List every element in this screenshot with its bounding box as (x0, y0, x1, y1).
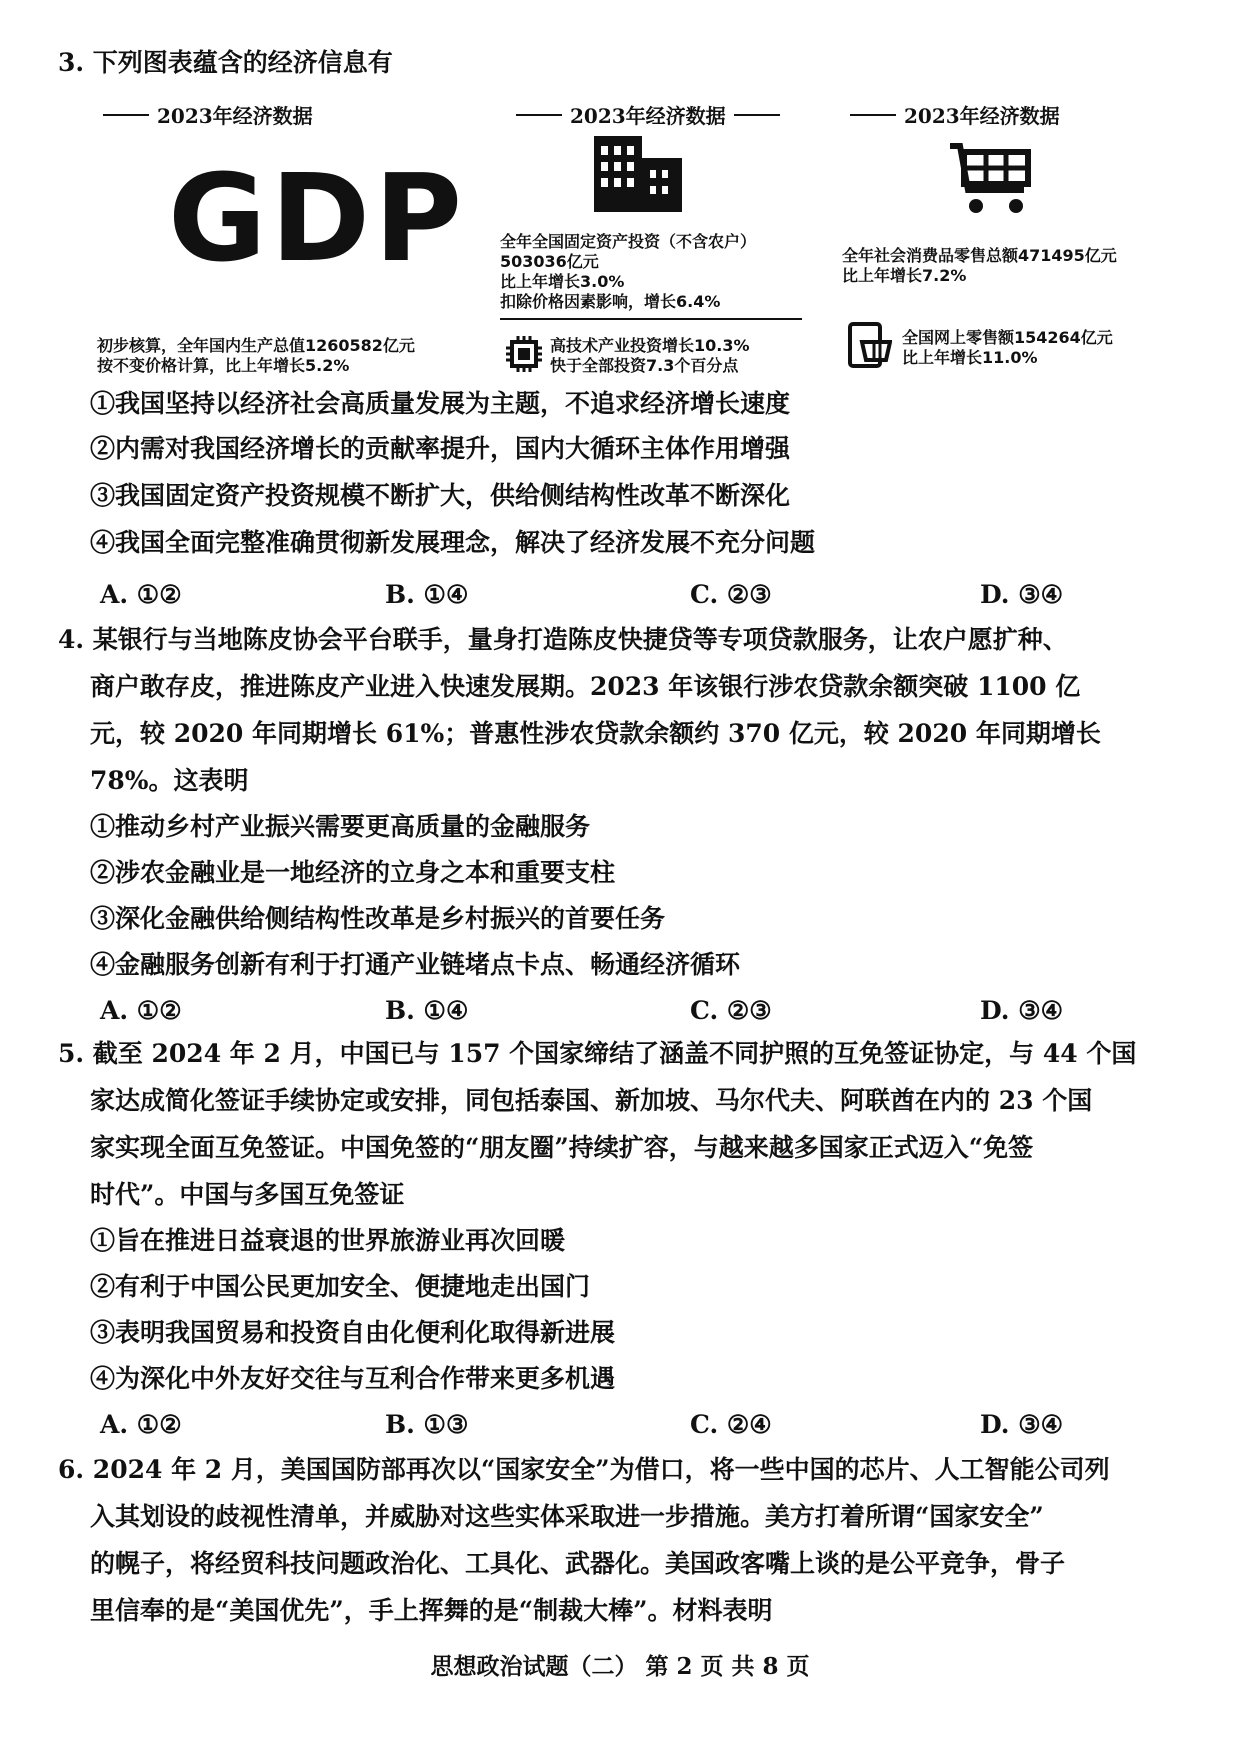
q5-stem-line-1: 5. 截至 2024 年 2 月，中国已与 157 个国家缔结了涵盖不同护照的互免签证协定，与 44 个国 (58, 1039, 1137, 1068)
q5-stem-line-2: 家达成简化签证手续协定或安排，同包括泰国、新加坡、马尔代夫、阿联酋在内的 23 个国 (90, 1086, 1093, 1115)
investment-line-1: 全年全国固定资产投资（不含农户） (500, 232, 757, 251)
q5-choice-b: B. ①③ (385, 1410, 469, 1439)
q3-choices (100, 578, 1160, 612)
q4-stem-line-4: 78%。这表明 (90, 766, 249, 795)
q3-choice-b: B. ①④ (385, 580, 469, 609)
q6-stem-line-4: 里信奉的是“美国优先”，手上挥舞的是“制裁大棒”。材料表明 (90, 1596, 773, 1625)
gdp-line-2: 按不变价格计算，比上年增长5.2% (97, 356, 350, 375)
q4-stem-line-1: 4. 某银行与当地陈皮协会平台联手，量身打造陈皮快捷贷等专项贷款服务，让农户愿扩种、 (58, 625, 1068, 654)
q3-option-1: ①我国坚持以经济社会高质量发展为主题，不追求经济增长速度 (90, 389, 791, 418)
gdp-panel-title: 2023年经济数据 (95, 100, 313, 129)
q3-option-2: ②内需对我国经济增长的贡献率提升，国内大循环主体作用增强 (90, 434, 791, 463)
gdp-line-1: 初步核算，全年国内生产总值1260582亿元 (97, 336, 415, 355)
q4-choice-d: D. ③④ (980, 996, 1064, 1025)
retail-panel-title: 2023年经济数据 (842, 100, 1060, 129)
q5-choice-d: D. ③④ (980, 1410, 1064, 1439)
shopping-cart-icon (946, 138, 1036, 220)
q4-option-3: ③深化金融供给侧结构性改革是乡村振兴的首要任务 (90, 904, 666, 933)
online-retail-line-1: 全国网上零售额154264亿元 (902, 328, 1113, 347)
q3-stem: 3. 下列图表蕴含的经济信息有 (58, 48, 393, 77)
q4-option-4: ④金融服务创新有利于打通产业链堵点卡点、畅通经济循环 (90, 950, 741, 979)
q3-choice-c: C. ②③ (690, 580, 772, 609)
q3-option-3: ③我国固定资产投资规模不断扩大，供给侧结构性改革不断深化 (90, 481, 791, 510)
q5-option-1: ①旨在推进日益衰退的世界旅游业再次回暖 (90, 1226, 566, 1255)
investment-line-2: 503036亿元 (500, 252, 599, 271)
hightech-line-2: 快于全部投资7.3个百分点 (550, 356, 739, 375)
q5-choice-a: A. ①② (100, 1410, 182, 1439)
retail-line-2: 比上年增长7.2% (842, 266, 967, 285)
q4-stem-line-2: 商户敢存皮，推进陈皮产业进入快速发展期。2023 年该银行涉农贷款余额突破 1100 亿 (90, 672, 1081, 701)
q6-stem-line-2: 入其划设的歧视性清单，并威胁对这些实体采取进一步措施。美方打着所谓“国家安全” (90, 1502, 1044, 1531)
q4-stem-line-3: 元，较 2020 年同期增长 61%；普惠性涉农贷款余额约 370 亿元，较 2020 年同期增长 (90, 719, 1101, 748)
q4-choices (100, 994, 1160, 1028)
retail-line-1: 全年社会消费品零售总额471495亿元 (842, 246, 1117, 265)
q5-choices (100, 1408, 1160, 1442)
q3-option-4: ④我国全面完整准确贯彻新发展理念，解决了经济发展不充分问题 (90, 528, 816, 557)
q4-option-2: ②涉农金融业是一地经济的立身之本和重要支柱 (90, 858, 616, 887)
q4-choice-a: A. ①② (100, 996, 182, 1025)
investment-line-3: 比上年增长3.0% (500, 272, 625, 291)
q5-stem-line-3: 家实现全面互免签证。中国免签的“朋友圈”持续扩容，与越来越多国家正式迈入“免签 (90, 1133, 1034, 1162)
q6-stem-line-1: 6. 2024 年 2 月，美国国防部再次以“国家安全”为借口，将一些中国的芯片、人工智能公司列 (58, 1455, 1110, 1484)
q4-choice-b: B. ①④ (385, 996, 469, 1025)
q5-option-4: ④为深化中外友好交往与互利合作带来更多机遇 (90, 1364, 616, 1393)
q5-option-3: ③表明我国贸易和投资自由化便利化取得新进展 (90, 1318, 616, 1347)
hightech-line-1: 高技术产业投资增长10.3% (550, 336, 750, 355)
q5-stem-line-4: 时代”。中国与多国互免签证 (90, 1180, 405, 1209)
investment-underline (500, 318, 802, 320)
gdp-graphic: GDP (168, 150, 467, 289)
q5-choice-c: C. ②④ (690, 1410, 772, 1439)
q3-choice-d: D. ③④ (980, 580, 1064, 609)
investment-line-4: 扣除价格因素影响，增长6.4% (500, 292, 721, 311)
building-icon (588, 130, 688, 212)
q5-option-2: ②有利于中国公民更加安全、便捷地走出国门 (90, 1272, 591, 1301)
online-retail-line-2: 比上年增长11.0% (902, 348, 1038, 367)
q4-option-1: ①推动乡村产业振兴需要更高质量的金融服务 (90, 812, 591, 841)
q3-choice-a: A. ①② (100, 580, 182, 609)
chip-icon (504, 334, 544, 374)
page-footer: 思想政治试题（二） 第 2 页 共 8 页 (430, 1653, 810, 1680)
q4-choice-c: C. ②③ (690, 996, 772, 1025)
online-shop-icon (848, 322, 892, 368)
investment-panel-title: 2023年经济数据 (508, 100, 788, 129)
q6-stem-line-3: 的幌子，将经贸科技问题政治化、工具化、武器化。美国政客嘴上谈的是公平竞争，骨子 (90, 1549, 1066, 1578)
